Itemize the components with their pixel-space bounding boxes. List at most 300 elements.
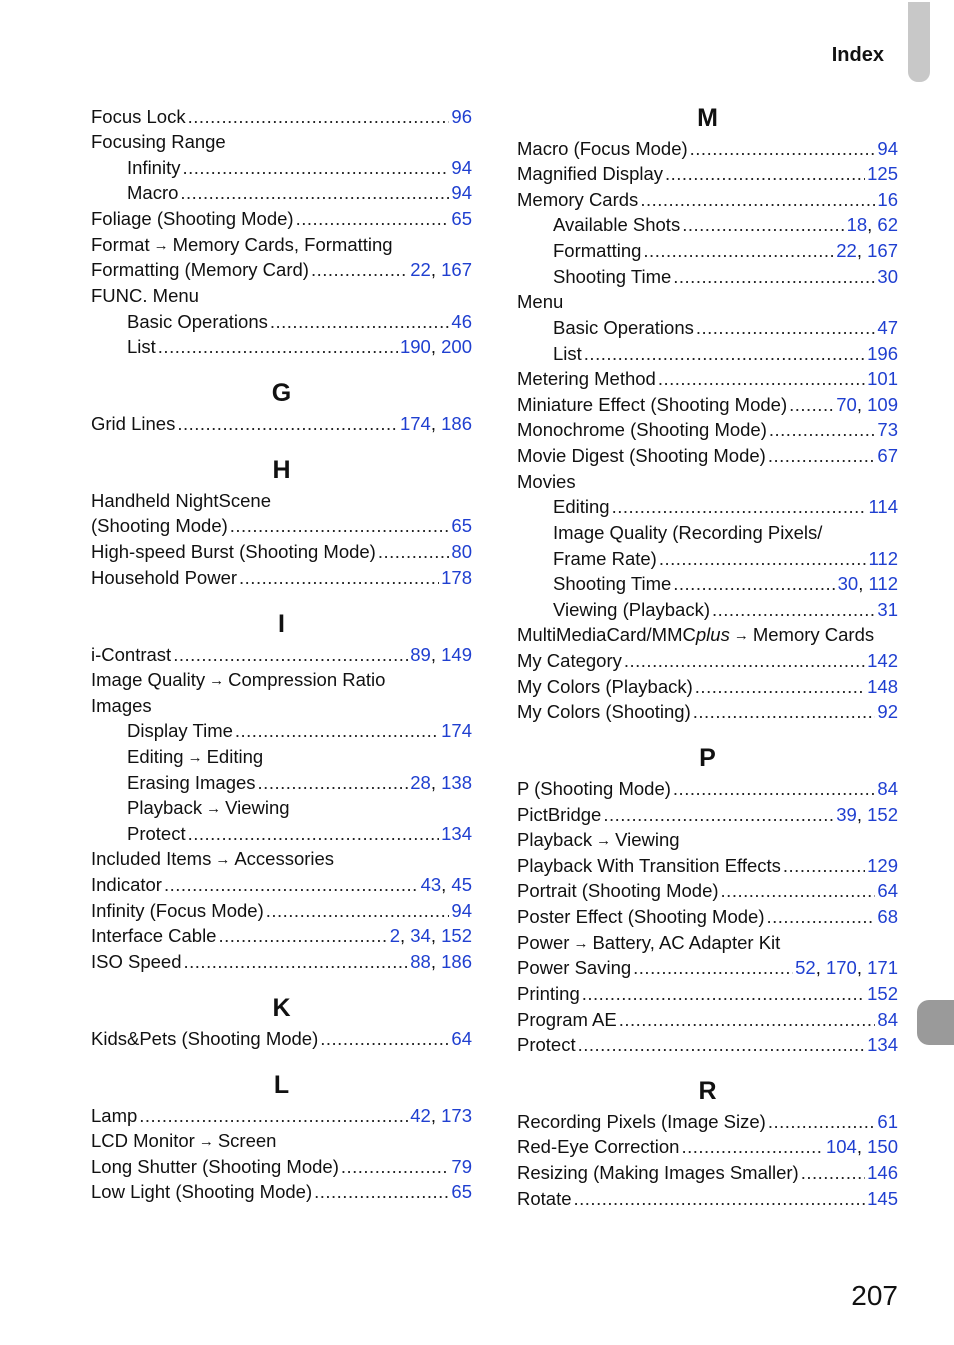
- page-separator: ,: [856, 804, 868, 825]
- page-refs: [867, 674, 898, 699]
- entry-term-text: Handheld NightScene: [91, 490, 271, 511]
- index-entry-format: [91, 232, 472, 257]
- entry-term: [91, 206, 294, 231]
- entry-term-text: Editing: [553, 496, 610, 517]
- page-link[interactable]: 31: [877, 599, 898, 620]
- entry-term: [517, 392, 787, 417]
- entry-term: [91, 565, 237, 590]
- page-refs: [838, 571, 898, 596]
- page-link[interactable]: 152: [867, 804, 898, 825]
- index-entry-grid-lines: [91, 411, 472, 436]
- leader-dots: [801, 1160, 865, 1185]
- page-link[interactable]: 112: [868, 548, 898, 569]
- index-entry-low-light-shooting-mode: [91, 1179, 472, 1204]
- page-link[interactable]: 73: [877, 419, 898, 440]
- entry-term-text: Protect: [127, 823, 186, 844]
- page-separator: ,: [430, 772, 442, 793]
- entry-term: [517, 878, 719, 903]
- page-refs: [451, 206, 472, 231]
- page-refs: [826, 1134, 898, 1159]
- page-refs: [451, 104, 472, 129]
- index-entry-macro: [127, 180, 472, 205]
- page-link[interactable]: 94: [877, 138, 898, 159]
- page-link[interactable]: 84: [877, 778, 898, 799]
- entry-term-text: Editing: [127, 746, 184, 767]
- leader-dots: [378, 539, 450, 564]
- index-entry-i-contrast: [91, 642, 472, 667]
- page-link[interactable]: 22: [836, 240, 857, 261]
- page-refs: [410, 1103, 472, 1128]
- see-reference[interactable]: Memory Cards: [752, 624, 875, 645]
- entry-term-text: My Category: [517, 650, 622, 671]
- leader-dots: [673, 264, 875, 289]
- entry-term-text: Resizing (Making Images Smaller): [517, 1162, 799, 1183]
- page-link[interactable]: 92: [877, 701, 898, 722]
- entry-term-text: Playback With Transition Effects: [517, 855, 781, 876]
- entry-term-text: High-speed Burst (Shooting Mode): [91, 541, 376, 562]
- page-separator: ,: [815, 957, 826, 978]
- entry-term: [91, 1154, 339, 1179]
- page-separator: ,: [430, 413, 442, 434]
- page-link[interactable]: 80: [451, 541, 472, 562]
- page-refs: [451, 309, 472, 334]
- index-entry-printing: [517, 981, 898, 1006]
- page-refs: [410, 949, 472, 974]
- page-link[interactable]: 70: [836, 394, 857, 415]
- page-link[interactable]: 96: [451, 106, 472, 127]
- entry-term-text: Images: [91, 695, 152, 716]
- section-letter-h: H: [272, 456, 291, 484]
- see-reference[interactable]: Screen: [217, 1130, 277, 1151]
- page-refs: [867, 366, 898, 391]
- leader-dots: [696, 315, 876, 340]
- page-link[interactable]: 62: [877, 214, 898, 235]
- page-link[interactable]: 65: [451, 208, 472, 229]
- entry-term: [91, 667, 205, 692]
- page-link[interactable]: 174: [441, 720, 472, 741]
- entry-term-text: Format: [91, 234, 150, 255]
- entry-term: [91, 872, 162, 897]
- index-entry-magnified-display: [517, 161, 898, 186]
- entry-term: [517, 136, 688, 161]
- entry-term: [91, 257, 309, 282]
- entry-term: [91, 949, 182, 974]
- leader-dots: [578, 1032, 866, 1057]
- page-refs: [441, 718, 472, 743]
- index-entry-menu: [517, 289, 898, 314]
- entry-term-text: Available Shots: [553, 214, 681, 235]
- section-letter-m: M: [697, 104, 718, 132]
- leader-dots: [314, 1179, 449, 1204]
- page-link[interactable]: 94: [451, 182, 472, 203]
- page-separator: ,: [856, 394, 868, 415]
- leader-dots: [218, 923, 387, 948]
- page-refs: [451, 898, 472, 923]
- page-link[interactable]: 173: [441, 1105, 472, 1126]
- entry-term: [517, 699, 691, 724]
- leader-dots: [180, 180, 449, 205]
- page-refs: [877, 878, 898, 903]
- leader-dots: [603, 802, 834, 827]
- leader-dots: [266, 898, 450, 923]
- entry-term: [91, 846, 211, 871]
- section-letter-l: L: [273, 1071, 290, 1099]
- entry-term: [517, 1007, 617, 1032]
- page-link[interactable]: 64: [877, 880, 898, 901]
- page-refs: [451, 539, 472, 564]
- index-entry-my-category: [517, 648, 898, 673]
- page-link[interactable]: 43: [420, 874, 442, 895]
- index-entry-images: [91, 693, 472, 718]
- page-link[interactable]: 170: [825, 957, 857, 978]
- page-link[interactable]: 39: [836, 804, 857, 825]
- index-entry-handheld-nightscene: [91, 488, 472, 513]
- entry-term-text: LCD Monitor: [91, 1130, 195, 1151]
- see-reference[interactable]: Accessories: [234, 848, 335, 869]
- page-link[interactable]: 150: [867, 1136, 898, 1157]
- entry-term: [91, 283, 199, 308]
- leader-dots: [188, 104, 450, 129]
- page-refs: [877, 699, 898, 724]
- page-link[interactable]: 196: [867, 343, 898, 364]
- page-link[interactable]: 67: [877, 445, 898, 466]
- page-link[interactable]: 42: [410, 1105, 431, 1126]
- page-link[interactable]: 101: [867, 368, 898, 389]
- entry-term: [91, 898, 264, 923]
- entry-term: [517, 674, 693, 699]
- index-entry-monochrome-shooting-mode: [517, 417, 898, 442]
- leader-dots: [619, 1007, 876, 1032]
- page-refs: [847, 212, 898, 237]
- see-arrow-icon: →: [187, 749, 203, 766]
- page-link[interactable]: 64: [451, 1028, 472, 1049]
- entry-term-text: Focusing Range: [91, 131, 226, 152]
- index-entry-focusing-range: [91, 129, 472, 154]
- entry-term-text: Power: [517, 932, 570, 953]
- see-reference[interactable]: Editing: [206, 746, 264, 767]
- page-refs: [877, 136, 898, 161]
- page-link[interactable]: 79: [451, 1156, 472, 1177]
- entry-term: [517, 417, 767, 442]
- entry-term: [91, 411, 175, 436]
- page-link[interactable]: 138: [441, 772, 472, 793]
- index-entry-poster-effect-shooting-mode: [517, 904, 898, 929]
- index-entry-formatting: [553, 238, 898, 263]
- entry-term-text: Shooting Time: [553, 573, 672, 594]
- entry-term: [553, 494, 610, 519]
- entry-term-text: Miniature Effect (Shooting Mode): [517, 394, 788, 415]
- page-refs: [877, 597, 898, 622]
- page-link[interactable]: 104: [825, 1136, 857, 1157]
- entry-term: [91, 1103, 137, 1128]
- leader-dots: [258, 770, 409, 795]
- index-entry-pictbridge: [517, 802, 898, 827]
- page-refs: [867, 853, 898, 878]
- index-entry-erasing-images: [127, 770, 472, 795]
- index-entry-formatting-memory-card: [91, 257, 472, 282]
- page-refs: [877, 187, 898, 212]
- entry-term-text: Viewing (Playback): [553, 599, 710, 620]
- page-link[interactable]: 190: [399, 336, 431, 357]
- entry-term: [517, 469, 576, 494]
- entry-term-text: Image Quality (Recording Pixels/: [553, 522, 823, 543]
- page-refs: [451, 1026, 472, 1051]
- page-link[interactable]: 61: [877, 1111, 898, 1132]
- page-link[interactable]: 22: [410, 259, 431, 280]
- page-link[interactable]: 18: [846, 214, 868, 235]
- page-refs: [877, 776, 898, 801]
- page-link[interactable]: 149: [441, 644, 472, 665]
- entry-term-text: Infinity: [127, 157, 181, 178]
- leader-dots: [640, 187, 875, 212]
- page-link[interactable]: 65: [451, 1181, 472, 1202]
- index-entry-viewing-playback: [553, 597, 898, 622]
- entry-term-italic: plus: [695, 624, 730, 645]
- page-refs: [869, 494, 899, 519]
- entry-term-text: Infinity (Focus Mode): [91, 900, 264, 921]
- entry-term-text: Lamp: [91, 1105, 138, 1126]
- page-link[interactable]: 142: [867, 650, 898, 671]
- leader-dots: [341, 1154, 450, 1179]
- entry-term-text: Formatting (Memory Card): [91, 259, 309, 280]
- entry-term: [517, 955, 631, 980]
- page-link[interactable]: 28: [410, 772, 431, 793]
- index-entry-list: [553, 341, 898, 366]
- page-link[interactable]: 152: [867, 983, 898, 1004]
- page-link[interactable]: 68: [877, 906, 898, 927]
- page-link[interactable]: 84: [877, 1009, 898, 1030]
- see-arrow-icon: →: [215, 851, 231, 868]
- leader-dots: [582, 981, 865, 1006]
- index-entry-image-quality: [91, 667, 472, 692]
- entry-term: [517, 1134, 679, 1159]
- page-link[interactable]: 112: [868, 573, 898, 594]
- entry-term: [127, 155, 180, 180]
- leader-dots: [164, 872, 419, 897]
- index-entry-movie-digest-shooting-mode: [517, 443, 898, 468]
- page-link[interactable]: 34: [410, 925, 431, 946]
- page-refs: [867, 161, 898, 186]
- page-refs: [867, 981, 898, 1006]
- page-link[interactable]: 65: [451, 515, 472, 536]
- page-separator: ,: [430, 336, 442, 357]
- entry-term-text: My Colors (Shooting): [517, 701, 691, 722]
- page-link[interactable]: 46: [451, 311, 472, 332]
- page-link[interactable]: 109: [867, 394, 898, 415]
- entry-term: [517, 1186, 572, 1211]
- entry-term: [127, 309, 268, 334]
- entry-term-text: Grid Lines: [91, 413, 176, 434]
- leader-dots: [665, 161, 865, 186]
- page-link[interactable]: 30: [877, 266, 898, 287]
- page-link[interactable]: 186: [441, 951, 472, 972]
- entry-term: [91, 693, 152, 718]
- page-link[interactable]: 146: [867, 1162, 898, 1183]
- index-entry-foliage-shooting-mode: [91, 206, 472, 231]
- entry-term-text: Portrait (Shooting Mode): [517, 880, 719, 901]
- index-entry-shooting-time: [553, 571, 898, 596]
- entry-term-text: Foliage (Shooting Mode): [91, 208, 294, 229]
- entry-term-text: Interface Cable: [91, 925, 217, 946]
- index-entry-basic-operations: [127, 309, 472, 334]
- page-link[interactable]: 171: [867, 957, 898, 978]
- page-link[interactable]: 134: [867, 1034, 898, 1055]
- index-entry-high-speed-burst-shooting-mode: [91, 539, 472, 564]
- leader-dots: [768, 1109, 876, 1134]
- page-link[interactable]: 125: [867, 163, 898, 184]
- entry-term: [553, 597, 710, 622]
- see-reference[interactable]: Memory Cards, Formatting: [172, 234, 393, 255]
- index-entry-editing: [553, 494, 898, 519]
- page-refs: [869, 546, 899, 571]
- page-refs: [441, 821, 472, 846]
- page-refs: [877, 264, 898, 289]
- page-link[interactable]: 178: [441, 567, 472, 588]
- leader-dots: [574, 1186, 866, 1211]
- section-letter-r: R: [698, 1077, 717, 1105]
- page-link[interactable]: 186: [441, 413, 472, 434]
- page-separator: ,: [441, 874, 452, 895]
- index-entry-playback-with-transition-effects: [517, 853, 898, 878]
- entry-term-text: List: [553, 343, 582, 364]
- page-refs: [836, 392, 898, 417]
- entry-term: [517, 366, 656, 391]
- page-link[interactable]: 2: [389, 925, 400, 946]
- entry-term: [127, 795, 202, 820]
- index-entry-portrait-shooting-mode: [517, 878, 898, 903]
- entry-term: [517, 187, 638, 212]
- page-separator: ,: [856, 240, 868, 261]
- page-link[interactable]: 134: [441, 823, 472, 844]
- page-refs: [877, 904, 898, 929]
- index-entry-focus-lock: [91, 104, 472, 129]
- entry-term: [553, 571, 671, 596]
- page-separator: ,: [430, 259, 442, 280]
- page-refs: [867, 341, 898, 366]
- entry-term-text: Rotate: [517, 1188, 572, 1209]
- entry-term: [127, 770, 256, 795]
- index-entry-available-shots: [553, 212, 898, 237]
- index-entry-my-colors-playback: [517, 674, 898, 699]
- leader-dots: [659, 546, 867, 571]
- index-entry-power-saving: [517, 955, 898, 980]
- leader-dots: [783, 853, 865, 878]
- entry-term: [517, 776, 671, 801]
- page-refs: [867, 1160, 898, 1185]
- page-refs: [390, 923, 472, 948]
- entry-term-text: Metering Method: [517, 368, 656, 389]
- page-separator: ,: [867, 214, 878, 235]
- page-link[interactable]: 88: [410, 951, 431, 972]
- page-refs: [867, 1032, 898, 1057]
- entry-term: [91, 923, 216, 948]
- page-link[interactable]: 114: [868, 496, 898, 517]
- leader-dots: [658, 366, 865, 391]
- index-entry-playback: [517, 827, 898, 852]
- leader-dots: [721, 878, 876, 903]
- index-entry-included-items: [91, 846, 472, 871]
- entry-term-text: Magnified Display: [517, 163, 664, 184]
- entry-term: [91, 1026, 318, 1051]
- entry-term-text: Red-Eye Correction: [517, 1136, 680, 1157]
- page-link[interactable]: 94: [451, 900, 472, 921]
- entry-term: [517, 930, 569, 955]
- index-entry-infinity: [127, 155, 472, 180]
- see-reference[interactable]: Compression Ratio: [228, 669, 386, 690]
- entry-term-text: Power Saving: [517, 957, 632, 978]
- see-reference[interactable]: Battery, AC Adapter Kit: [592, 932, 781, 953]
- page-refs: [410, 257, 472, 282]
- index-entry-miniature-effect-shooting-mode: [517, 392, 898, 417]
- see-arrow-icon: →: [153, 237, 169, 254]
- index-entry-program-ae: [517, 1007, 898, 1032]
- page-link[interactable]: 16: [877, 189, 898, 210]
- thumb-tab-index: [908, 2, 930, 82]
- entry-term-text: List: [127, 336, 156, 357]
- page-link[interactable]: 174: [399, 413, 431, 434]
- entry-term: [553, 315, 694, 340]
- leader-dots: [320, 1026, 449, 1051]
- page-separator: ,: [856, 1136, 868, 1157]
- entry-term: [127, 180, 178, 205]
- page-refs: [795, 955, 898, 980]
- page-link[interactable]: 167: [441, 259, 472, 280]
- index-entry-shooting-time: [553, 264, 898, 289]
- page-refs: [836, 802, 898, 827]
- page-link[interactable]: 148: [867, 676, 898, 697]
- entry-term-text: My Colors (Playback): [517, 676, 693, 697]
- see-arrow-icon: →: [596, 832, 612, 849]
- page-link[interactable]: 167: [867, 240, 898, 261]
- index-entry-p-shooting-mode: [517, 776, 898, 801]
- entry-term-text: Playback: [127, 797, 203, 818]
- entry-term-text: Long Shutter (Shooting Mode): [91, 1156, 339, 1177]
- page-refs: [451, 180, 472, 205]
- page-refs: [451, 1154, 472, 1179]
- page-link[interactable]: 47: [877, 317, 898, 338]
- entry-term: [517, 648, 622, 673]
- page-link[interactable]: 30: [837, 573, 859, 594]
- see-reference[interactable]: Viewing: [615, 829, 680, 850]
- index-entry-list: [127, 334, 472, 359]
- page-link[interactable]: 89: [410, 644, 431, 665]
- see-arrow-icon: →: [209, 672, 225, 689]
- index-entry-editing: [127, 744, 472, 769]
- leader-dots: [673, 571, 835, 596]
- entry-term: [553, 212, 680, 237]
- page-link[interactable]: 129: [867, 855, 898, 876]
- see-reference[interactable]: Viewing: [225, 797, 290, 818]
- page-link[interactable]: 145: [867, 1188, 898, 1209]
- page-link[interactable]: 52: [795, 957, 816, 978]
- page-link[interactable]: 94: [451, 157, 472, 178]
- index-entry-lcd-monitor: [91, 1128, 472, 1153]
- page-separator: ,: [430, 951, 442, 972]
- page-refs: [836, 238, 898, 263]
- leader-dots: [139, 1103, 408, 1128]
- entry-term: [91, 539, 376, 564]
- page-link[interactable]: 200: [441, 336, 472, 357]
- entry-term: [517, 1160, 799, 1185]
- index-entry-power: [517, 930, 898, 955]
- entry-term: [517, 904, 764, 929]
- page-link[interactable]: 152: [441, 925, 472, 946]
- entry-term-text: Image Quality: [91, 669, 206, 690]
- page-link[interactable]: 45: [451, 874, 472, 895]
- index-entry-household-power: [91, 565, 472, 590]
- leader-dots: [766, 904, 875, 929]
- index-entry-memory-cards: [517, 187, 898, 212]
